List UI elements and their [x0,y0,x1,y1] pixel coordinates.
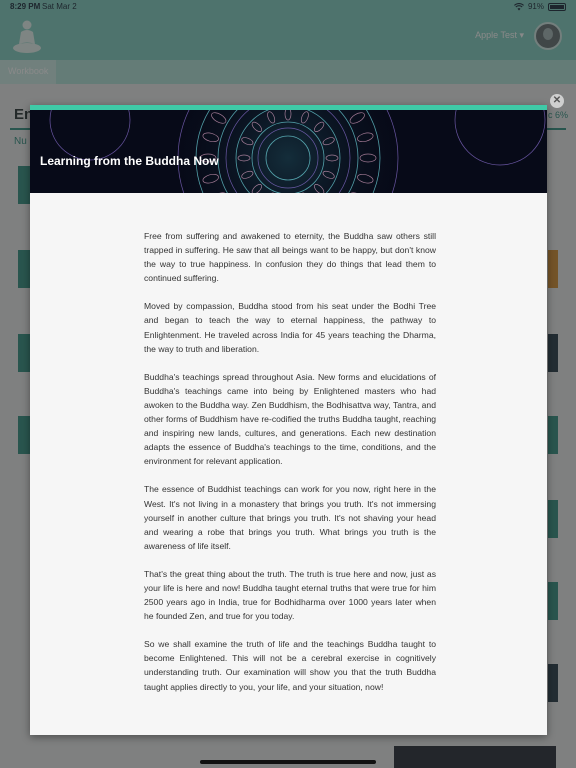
paragraph: Buddha's teachings spread throughout Asia. New forms and elucidations of Buddha's teachings came into being by Enlightened masters who had awoken to the Buddha way. Zen Buddhism, the Bodhisattva way, Tantra, and other forms of Buddhism have re-codified the truths Buddha taught, reaching and inspiring new lands, cultures, and generations. Each new destination adapts the essence of Buddha's teachings to the time, conditions, and the environment for relevant application. [144,371,436,467]
modal-dialog [30,105,547,735]
home-indicator[interactable] [200,760,376,764]
paragraph: Moved by compassion, Buddha stood from his seat under the Bodhi Tree and began to teach the way to eternal happiness, the pathway to Enlightenment. He traveled across India for 45 years teaching the Dharma, the way to truth and liberation. [144,301,436,354]
paragraph: That's the great thing about the truth. The truth is true here and now, just as your life is here and now! Buddha taught eternal truths that were true for him 2500 years ago in India, true for Bodhidharma over 1000 years later when he founded Zen, and true for you today. [144,568,436,622]
mandala-banner-image [30,110,547,193]
modal-body [144,229,436,708]
paragraph: The essence of Buddhist teachings can work for you now, right here in the West. It's not living in a monastery that brings you truth. It's not immersing yourself in another culture that brings you truth. It's not shaving your head and wearing a robe that brings you truth. What brings you truth is the awareness of life itself. [144,484,436,551]
close-icon: ✕ [552,95,562,106]
close-button[interactable] [550,94,564,108]
paragraph: Free from suffering and awakened to eternity, the Buddha saw others still trapped in suffering. He saw that all beings want to be happy, but don't know the way to true happiness. In confusion they do things that lead them to continued suffering. [144,231,436,284]
paragraph: So we shall examine the truth of life and the teachings Buddha taught to become Enlightened. This will not be a cerebral exercise in cognitively understanding truth. Our examination will show you that the truth Buddha taught applies directly to you, your life, and your situation, now! [144,639,436,692]
modal-banner [30,110,547,193]
modal-title: Learning from the Buddha Now [40,154,219,168]
